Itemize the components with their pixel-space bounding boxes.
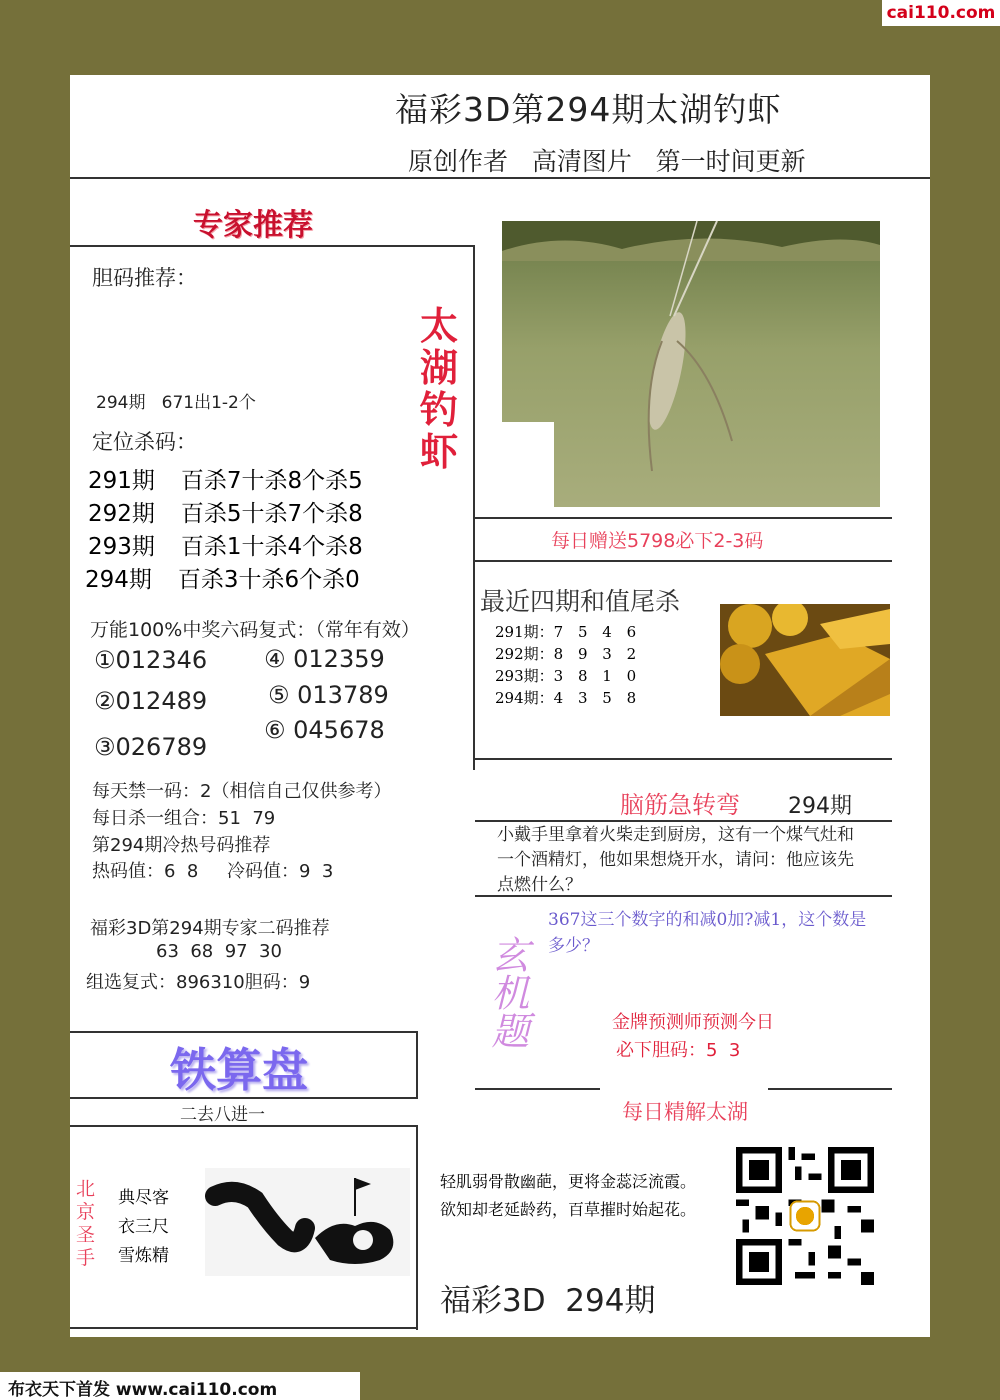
- six-code: ③026789: [94, 733, 208, 761]
- brain-bottom-rule: [475, 895, 892, 897]
- kill-row: [88, 462, 363, 495]
- tail-title: 最近四期和值尾杀: [480, 587, 681, 616]
- gold-prediction: 金牌预测师预测今日: [612, 1012, 774, 1033]
- tail-nums: 8 9 3 2: [553, 645, 642, 663]
- abacus-title: 铁算盘: [170, 1043, 308, 1097]
- daily-kill-pair: 每日杀一组合：51 79: [92, 808, 276, 829]
- tail-row: [495, 643, 641, 665]
- lower-left-rule: [416, 1125, 418, 1330]
- shrimp-photo: [502, 221, 880, 507]
- gold-photo: [720, 604, 890, 716]
- vertical-char: 手: [76, 1247, 96, 1269]
- photo-cutout: [502, 422, 554, 512]
- hotcold-title: 第294期冷热号码推荐: [92, 835, 271, 856]
- tail-table: [495, 621, 641, 709]
- poem-line: 轻肌弱骨散幽葩，更将金蕊泛流霞。: [440, 1172, 697, 1191]
- kill-detail: 百杀7十杀8个杀5: [180, 468, 363, 494]
- two-code-title: 福彩3D第294期专家二码推荐: [90, 918, 330, 939]
- qr-code[interactable]: [734, 1147, 876, 1285]
- tail-nums: 4 3 5 8: [553, 689, 642, 707]
- kill-list: [85, 462, 363, 594]
- left-right-rule: [473, 245, 475, 770]
- left-top-rule: [70, 245, 475, 247]
- page-title: 福彩3D第294期太湖钓虾: [395, 90, 782, 129]
- tail-row: [495, 621, 641, 643]
- daily-gift: 每日赠送5798必下2-3码: [551, 530, 764, 552]
- vertical-char: 圣: [76, 1224, 96, 1246]
- kill-issue: 291期: [88, 468, 155, 494]
- abacus-text-rule: [70, 1125, 418, 1127]
- gift-top-rule: [475, 517, 892, 519]
- page-subtitle: 原创作者 高清图片 第一时间更新: [408, 147, 806, 176]
- vertical-char: 太: [419, 304, 458, 348]
- brain-mid-rule: [475, 820, 892, 822]
- brain-text: 小戴手里拿着火柴走到厨房，这有一个煤气灶和一个酒精灯，他如果想烧开水，请问：他应该先点燃什么？: [497, 825, 854, 895]
- tail-nums: 3 8 1 0: [553, 667, 642, 685]
- brain-issue: 294期: [788, 794, 852, 819]
- poem-line: 典尽客: [118, 1188, 169, 1208]
- riddle-text: 367这三个数字的和减0加?减1，这个数是多少？: [548, 910, 867, 956]
- poem-line: 雪炼精: [118, 1246, 169, 1266]
- right-poem: [440, 1168, 696, 1224]
- bottom-left-rule: [70, 1327, 418, 1329]
- beijing-poem: [118, 1184, 169, 1271]
- kill-issue: 294期: [85, 567, 152, 593]
- six-code: ⑤ 013789: [268, 681, 389, 709]
- tail-row: [495, 687, 641, 709]
- abacus-top-rule: [70, 1031, 418, 1033]
- tail-nums: 7 5 4 6: [553, 623, 642, 641]
- vertical-char: 钓: [419, 388, 458, 432]
- riddle-vertical-title: 玄机题: [485, 935, 529, 1049]
- tail-issue: 292期：: [495, 645, 554, 663]
- hotcold-values: 热码值：6 8 冷码值：9 3: [92, 861, 334, 882]
- brain-title: 脑筋急转弯: [620, 791, 740, 819]
- beijing-vertical: [76, 1178, 100, 1270]
- kill-detail: 百杀3十杀6个杀0: [177, 567, 360, 593]
- kill-row: [85, 561, 363, 594]
- header-divider: [70, 177, 930, 179]
- daily-taihu: 每日精解太湖: [622, 1100, 748, 1124]
- dan-note: 294期 671出1-2个: [96, 393, 256, 413]
- abacus-bottom-rule: [70, 1097, 418, 1099]
- vertical-char: 北: [76, 1178, 96, 1200]
- dan-label: 胆码推荐：: [92, 266, 197, 290]
- footer-title: 福彩3D 294期: [440, 1283, 656, 1319]
- footer-banner: [0, 1372, 360, 1400]
- vertical-char: 京: [76, 1201, 96, 1223]
- taihu-rule-left: [475, 1088, 600, 1090]
- footer-banner-text: 布衣天下首发 www.cai110.com: [8, 1380, 278, 1400]
- site-tag: cai110.com: [882, 0, 1000, 26]
- gift-bottom-rule: [475, 560, 892, 562]
- kill-label: 定位杀码：: [92, 430, 197, 454]
- tail-issue: 294期：: [495, 689, 554, 707]
- kill-detail: 百杀5十杀7个杀8: [180, 501, 363, 527]
- six-code: ④ 012359: [264, 645, 385, 673]
- six-code: ①012346: [94, 646, 208, 674]
- group-combo: 组选复式：896310胆码：9: [86, 972, 311, 993]
- kill-row: [88, 495, 363, 528]
- six-code-title: 万能100%中奖六码复式：（常年有效）: [90, 619, 420, 641]
- tail-issue: 291期：: [495, 623, 554, 641]
- six-code: ②012489: [94, 687, 208, 715]
- ink-sketch: [205, 1168, 410, 1276]
- gold-dan: 必下胆码：5 3: [616, 1040, 741, 1061]
- kill-issue: 293期: [88, 534, 155, 560]
- taihu-rule-right: [768, 1088, 892, 1090]
- poem-line: 衣三尺: [118, 1217, 169, 1237]
- vertical-char: 虾: [419, 430, 458, 474]
- two-codes: 63 68 97 30: [156, 941, 282, 962]
- expert-title: 专家推荐: [193, 208, 313, 243]
- kill-row: [88, 528, 363, 561]
- taihu-vertical-title: [418, 305, 460, 473]
- tail-issue: 293期：: [495, 667, 554, 685]
- poem-line: 欲知却老延龄药，百草摧时始起花。: [440, 1200, 697, 1219]
- brain-top-rule: [475, 758, 892, 760]
- kill-issue: 292期: [88, 501, 155, 527]
- tail-row: [495, 665, 641, 687]
- abacus-text: 二去八进一: [180, 1105, 265, 1125]
- vertical-char: 湖: [419, 346, 458, 390]
- six-code: ⑥ 045678: [264, 716, 385, 744]
- kill-detail: 百杀1十杀4个杀8: [180, 534, 363, 560]
- daily-ban: 每天禁一码：2（相信自己仅供参考）: [92, 781, 392, 802]
- abacus-right-rule: [416, 1031, 418, 1099]
